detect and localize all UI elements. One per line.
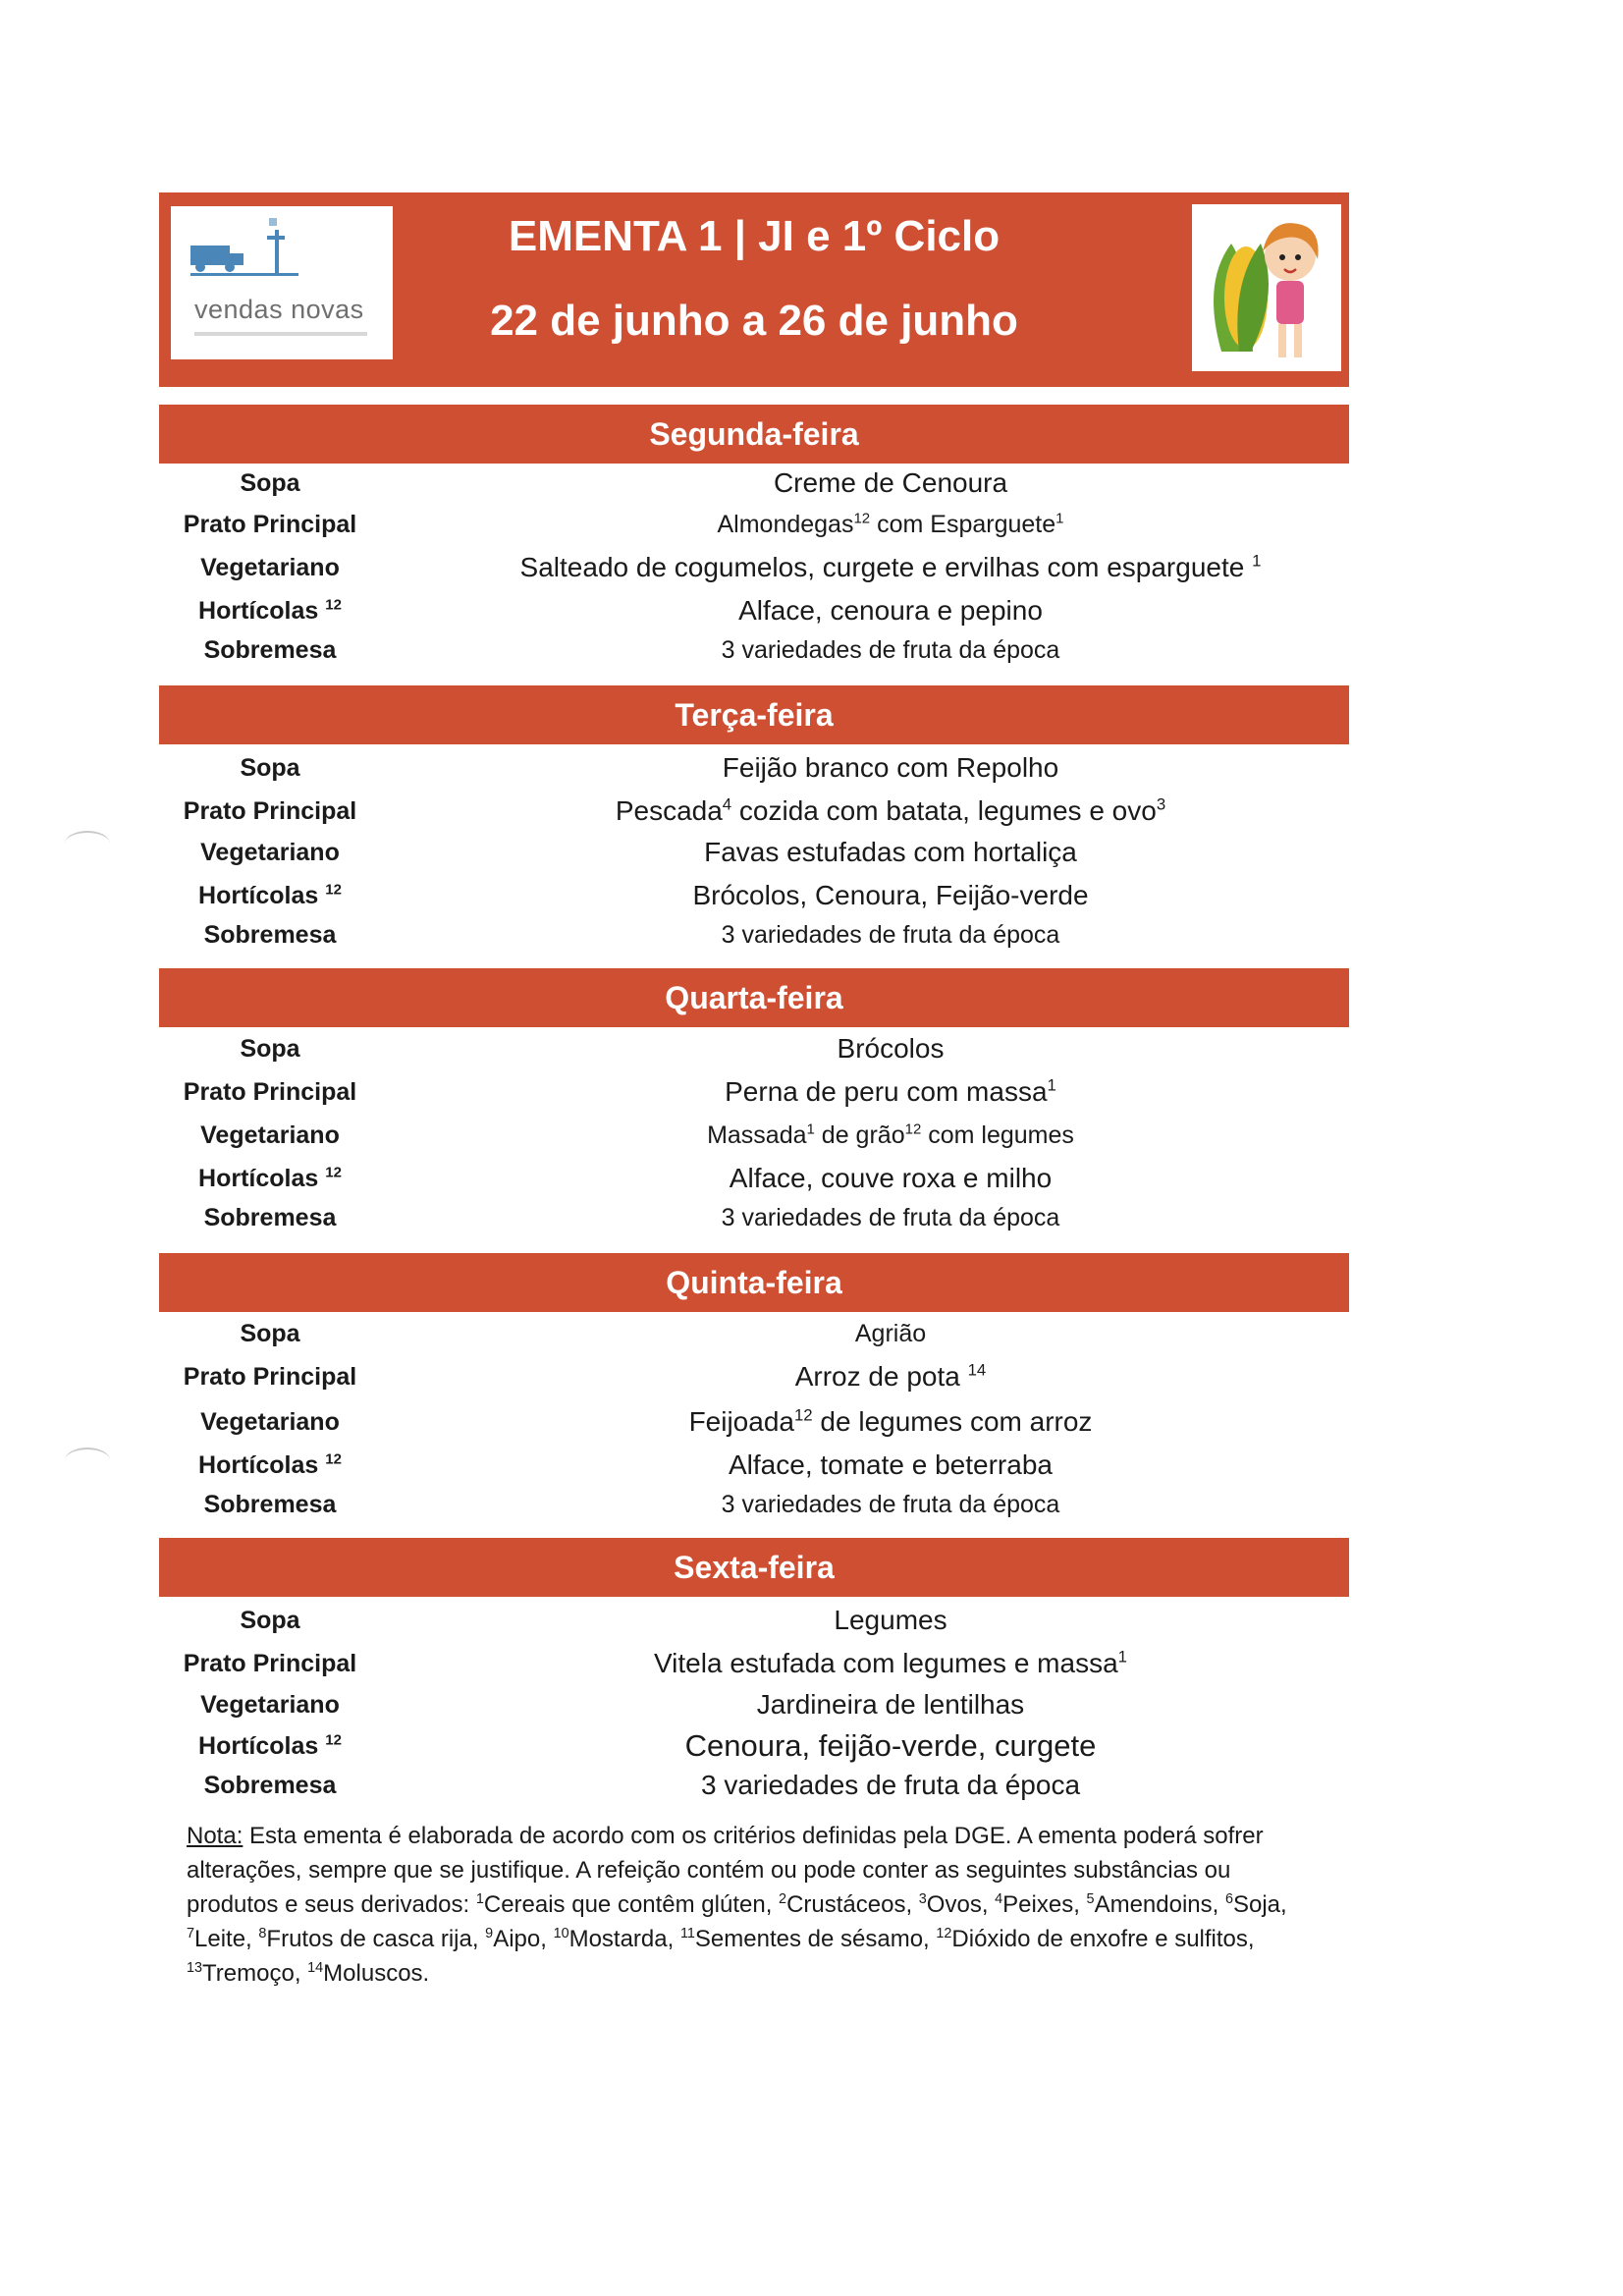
value-sobremesa: 3 variedades de fruta da época [721, 921, 1060, 949]
label-prato: Prato Principal [183, 1363, 357, 1391]
value-sopa: Legumes [834, 1605, 947, 1635]
menu-row-prato [159, 1357, 1349, 1396]
allergen-number: 8 [258, 1926, 267, 1941]
allergen-name: Ovos, [926, 1891, 996, 1918]
day-header-thursday: Quinta-feira [159, 1253, 1349, 1312]
value-sopa: Brócolos [837, 1033, 945, 1064]
label-sobremesa: Sobremesa [203, 636, 337, 664]
menu-row-sobremesa [159, 1198, 1349, 1237]
label-horticolas: Hortícolas $^{12}$ [198, 1450, 342, 1479]
allergen-number: 9 [485, 1926, 494, 1941]
label-sopa: Sopa [240, 1035, 300, 1063]
menu-row-sobremesa [159, 915, 1349, 955]
label-sobremesa: Sobremesa [203, 1204, 337, 1231]
value-sobremesa: 3 variedades de fruta da época [721, 1491, 1060, 1518]
punch-hole-mark-icon [65, 1448, 110, 1473]
menu-header [159, 192, 1349, 387]
label-sobremesa: Sobremesa [203, 921, 337, 949]
menu-row-sobremesa [159, 1766, 1349, 1805]
allergen-name: Sementes de sésamo, [694, 1926, 937, 1952]
day-header-monday: Segunda-feira [159, 405, 1349, 464]
menu-row-sopa [159, 464, 1349, 503]
allergen-number: 3 [918, 1891, 927, 1907]
label-sopa: Sopa [240, 469, 300, 497]
label-sobremesa: Sobremesa [203, 1491, 337, 1518]
value-horticolas: Alface, tomate e beterraba [729, 1449, 1053, 1480]
value-horticolas: Brócolos, Cenoura, Feijão-verde [692, 880, 1089, 910]
logo-graphic-icon [190, 216, 298, 285]
allergen-number: 4 [995, 1891, 1003, 1907]
allergen-name: Soja, [1232, 1891, 1287, 1918]
allergen-number: 2 [779, 1891, 787, 1907]
value-prato: Arroz de pota $^{14}$ [794, 1360, 987, 1392]
value-prato: Perna de peru com massa$^1$ [725, 1075, 1056, 1107]
menu-row-horticolas [159, 1159, 1349, 1198]
menu-row-prato [159, 1072, 1349, 1112]
label-vegetariano: Vegetariano [200, 839, 340, 866]
menu-row-prato [159, 792, 1349, 831]
value-sopa: Creme de Cenoura [773, 467, 1008, 498]
label-horticolas: Hortícolas $^{12}$ [198, 1731, 342, 1760]
label-sopa: Sopa [240, 754, 300, 782]
label-vegetariano: Vegetariano [200, 1121, 340, 1149]
value-vegetariano: Massada$^1$ de grão$^{12}$ com legumes [707, 1121, 1074, 1149]
value-vegetariano: Feijoada$^{12}$ de legumes com arroz [688, 1405, 1093, 1437]
allergen-number: 6 [1224, 1891, 1233, 1907]
value-horticolas: Alface, cenoura e pepino [738, 595, 1043, 626]
label-vegetariano: Vegetariano [200, 554, 340, 581]
value-prato: Almondegas$^{12}$ com Esparguete$^1$ [717, 510, 1064, 538]
menu-dates: 22 de junho a 26 de junho [490, 297, 1018, 345]
value-sopa: Feijão branco com Repolho [722, 752, 1059, 783]
allergen-number: 11 [679, 1926, 695, 1941]
allergen-name: Crustáceos, [786, 1891, 919, 1918]
label-prato: Prato Principal [183, 1078, 357, 1106]
menu-row-sobremesa [159, 630, 1349, 670]
allergen-name: Mostarda, [568, 1926, 680, 1952]
allergen-name: Amendoins, [1094, 1891, 1225, 1918]
menu-row-prato [159, 1644, 1349, 1683]
menu-row-vegetariano [159, 1685, 1349, 1724]
allergen-name: Tremoço, [202, 1960, 308, 1987]
allergen-number: 1 [475, 1891, 484, 1907]
menu-title: EMENTA 1 | JI e 1º Ciclo [508, 212, 1001, 260]
label-vegetariano: Vegetariano [200, 1408, 340, 1436]
label-sobremesa: Sobremesa [203, 1772, 337, 1799]
value-sopa: Agrião [854, 1320, 927, 1347]
value-horticolas: Cenoura, feijão-verde, curgete [684, 1728, 1097, 1763]
allergen-name: Aipo, [493, 1926, 554, 1952]
allergen-note [187, 1819, 1316, 1991]
value-horticolas: Alface, couve roxa e milho [729, 1163, 1053, 1193]
menu-row-sopa [159, 1029, 1349, 1068]
note-intro: Esta ementa é elaborada de acordo com os critérios definidas pela DGE. A ementa poderá sofrer alterações, sempre que se justifique. A refeição contém ou pode conter as seguintes substâncias ou produtos e seus derivados: [187, 1823, 1264, 1918]
menu-row-prato [159, 505, 1349, 544]
allergen-number: 10 [553, 1926, 569, 1941]
allergen-name: Frutos de casca rija, [266, 1926, 486, 1952]
allergen-name: Cereais que contêm glúten, [483, 1891, 780, 1918]
value-prato: Pescada$^4$ cozida com batata, legumes e ovo$^3$ [615, 794, 1166, 826]
menu-row-horticolas [159, 591, 1349, 630]
label-prato: Prato Principal [183, 797, 357, 825]
menu-row-sobremesa [159, 1485, 1349, 1524]
allergen-name: Moluscos. [323, 1960, 430, 1987]
note-label: Nota: [187, 1823, 243, 1849]
menu-row-vegetariano [159, 1402, 1349, 1442]
corn-girl-mascot [1192, 204, 1341, 371]
value-sobremesa: 3 variedades de fruta da época [721, 636, 1060, 664]
municipality-logo [171, 206, 393, 359]
menu-row-sopa [159, 1601, 1349, 1640]
menu-row-horticolas [159, 1446, 1349, 1485]
allergen-number: 12 [936, 1926, 952, 1941]
label-horticolas: Hortícolas $^{12}$ [198, 881, 342, 909]
day-header-tuesday: Terça-feira [159, 685, 1349, 744]
allergen-number: 13 [187, 1960, 203, 1976]
logo-tagline-icon [194, 332, 367, 336]
value-vegetariano: Salteado de cogumelos, curgete e ervilhas com esparguete $^1$ [519, 551, 1262, 582]
menu-row-vegetariano [159, 1116, 1349, 1155]
label-horticolas: Hortícolas $^{12}$ [198, 1164, 342, 1192]
allergen-number: 14 [307, 1960, 324, 1976]
allergen-number: 5 [1086, 1891, 1095, 1907]
allergen-name: Dióxido de enxofre e sulfitos, [951, 1926, 1255, 1952]
allergen-number: 7 [187, 1926, 195, 1941]
menu-row-horticolas [159, 876, 1349, 915]
menu-row-sopa [159, 1314, 1349, 1353]
corn-girl-icon [1192, 204, 1341, 371]
allergen-name: Peixes, [1002, 1891, 1087, 1918]
menu-row-vegetariano [159, 833, 1349, 872]
label-sopa: Sopa [240, 1320, 300, 1347]
label-prato: Prato Principal [183, 511, 357, 538]
value-sobremesa: 3 variedades de fruta da época [700, 1770, 1081, 1800]
value-prato: Vitela estufada com legumes e massa$^1$ [654, 1647, 1127, 1678]
value-sobremesa: 3 variedades de fruta da época [721, 1204, 1060, 1231]
label-prato: Prato Principal [183, 1650, 357, 1677]
label-horticolas: Hortícolas $^{12}$ [198, 596, 342, 625]
menu-row-sopa [159, 748, 1349, 788]
allergen-name: Leite, [194, 1926, 259, 1952]
day-header-wednesday: Quarta-feira [159, 968, 1349, 1027]
logo-text: vendas novas [194, 295, 364, 324]
value-vegetariano: Favas estufadas com hortaliça [704, 837, 1077, 867]
label-sopa: Sopa [240, 1607, 300, 1634]
punch-hole-mark-icon [65, 831, 110, 856]
menu-row-vegetariano [159, 548, 1349, 587]
label-vegetariano: Vegetariano [200, 1691, 340, 1719]
value-vegetariano: Jardineira de lentilhas [756, 1689, 1025, 1720]
day-header-friday: Sexta-feira [159, 1538, 1349, 1597]
menu-row-horticolas [159, 1726, 1349, 1766]
